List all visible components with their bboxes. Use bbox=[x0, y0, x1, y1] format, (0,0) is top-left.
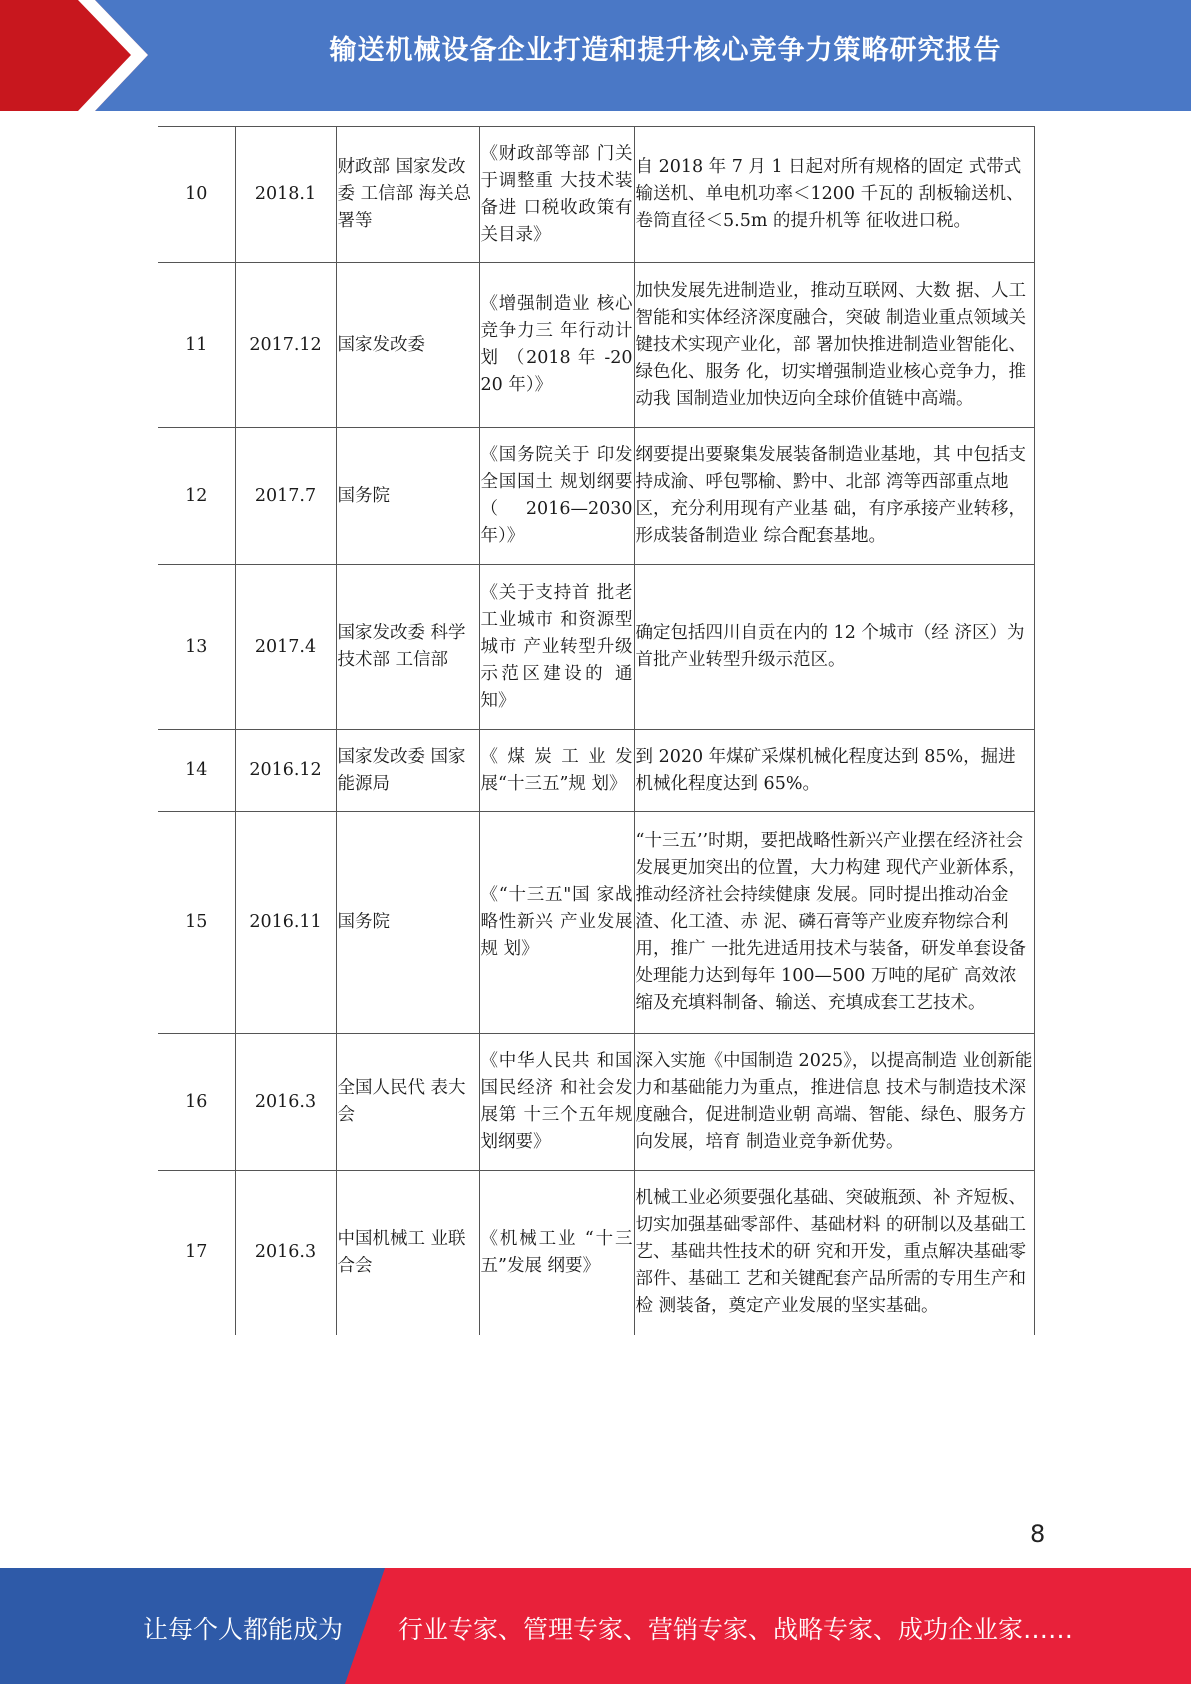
row-number: 14 bbox=[158, 730, 235, 812]
row-issuer: 国务院 bbox=[336, 812, 479, 1034]
row-content: 机械工业必须要强化基础、突破瓶颈、补 齐短板、切实加强基础零部件、基础材料 的研制以及基础工艺、基础共性技术的研 究和开发，重点解决基础零部件、基础工 艺和关键配套产品所需的专用生产和检 测装备，奠定产业发展的坚实基础。 bbox=[634, 1171, 1034, 1335]
table-row bbox=[158, 812, 1034, 1034]
row-issuer: 国家发改委 国家能源局 bbox=[336, 730, 479, 812]
footer-banner bbox=[0, 1568, 1191, 1684]
row-date: 2017.7 bbox=[235, 428, 336, 565]
row-date: 2016.12 bbox=[235, 730, 336, 812]
row-number: 12 bbox=[158, 428, 235, 565]
row-document: 《关于支持首 批老工业城市 和资源型城市 产业转型升级 示范区建设的 通知》 bbox=[479, 565, 634, 730]
row-date: 2018.1 bbox=[235, 127, 336, 263]
page-number: 8 bbox=[1030, 1520, 1046, 1548]
row-document: 《增强制造业 核心竞争力三 年行动计划 （2018 年 -2020 年）》 bbox=[479, 263, 634, 428]
row-date: 2017.12 bbox=[235, 263, 336, 428]
row-document: 《煤炭工业发 展“十三五”规 划》 bbox=[479, 730, 634, 812]
table-row bbox=[158, 730, 1034, 812]
row-document: 《国务院关于 印发全国国土 规划纲要 （ 2016—2030 年）》 bbox=[479, 428, 634, 565]
table-row bbox=[158, 263, 1034, 428]
row-document: 《中华人民共 和国国民经济 和社会发展第 十三个五年规 划纲要》 bbox=[479, 1034, 634, 1171]
footer-slogan-left: 让每个人都能成为 bbox=[143, 1615, 344, 1644]
row-number: 15 bbox=[158, 812, 235, 1034]
row-content: “十三五’’时期，要把战略性新兴产业摆在经济社会发展更加突出的位置，大力构建 现代产业新体系，推动经济社会持续健康 发展。同时提出推动冶金渣、化工渣、赤 泥、磷石膏等产业废弃物综合利用，推广 一批先进适用技术与装备，研发单套设备 处理能力达到每年 100—500 万吨的尾矿 高效浓缩及充填料制备、输送、充填成套工艺技术。 bbox=[634, 812, 1034, 1034]
row-date: 2016.3 bbox=[235, 1171, 336, 1335]
row-document: 《机械工业 “十三五”发展 纲要》 bbox=[479, 1171, 634, 1335]
table-row bbox=[158, 1171, 1034, 1335]
table-row bbox=[158, 1034, 1034, 1171]
row-date: 2016.11 bbox=[235, 812, 336, 1034]
table-row bbox=[158, 428, 1034, 565]
row-date: 2017.4 bbox=[235, 565, 336, 730]
row-number: 10 bbox=[158, 127, 235, 263]
row-issuer: 国务院 bbox=[336, 428, 479, 565]
row-date: 2016.3 bbox=[235, 1034, 336, 1171]
row-issuer: 国家发改委 bbox=[336, 263, 479, 428]
page-title: 输送机械设备企业打造和提升核心竞争力策略研究报告 bbox=[329, 35, 1002, 66]
row-issuer: 全国人民代 表大会 bbox=[336, 1034, 479, 1171]
row-content: 确定包括四川自贡在内的 12 个城市（经 济区）为首批产业转型升级示范区。 bbox=[634, 565, 1034, 730]
policy-table bbox=[158, 126, 1035, 1335]
row-number: 13 bbox=[158, 565, 235, 730]
row-content: 纲要提出要聚集发展装备制造业基地，其 中包括支持成渝、呼包鄂榆、黔中、北部 湾等西部重点地区，充分利用现有产业基 础，有序承接产业转移，形成装备制造业 综合配套基地。 bbox=[634, 428, 1034, 565]
row-issuer: 财政部 国家发改委 工信部 海关总署等 bbox=[336, 127, 479, 263]
row-content: 自 2018 年 7 月 1 日起对所有规格的固定 式带式输送机、单电机功率＜1200 千瓦的 刮板输送机、卷筒直径＜5.5m 的提升机等 征收进口税。 bbox=[634, 127, 1034, 263]
row-document: 《“十三五"国 家战略性新兴 产业发展规 划》 bbox=[479, 812, 634, 1034]
row-content: 加快发展先进制造业，推动互联网、大数 据、人工智能和实体经济深度融合，突破 制造业重点领域关键技术实现产业化，部 署加快推进制造业智能化、绿色化、服务 化，切实增强制造业核心竞争力，推动我 国制造业加快迈向全球价值链中高端。 bbox=[634, 263, 1034, 428]
table-row bbox=[158, 565, 1034, 730]
row-content: 到 2020 年煤矿采煤机械化程度达到 85%，掘进机械化程度达到 65%。 bbox=[634, 730, 1034, 812]
row-document: 《财政部等部 门关于调整重 大技术装备进 口税收政策有 关目录》 bbox=[479, 127, 634, 263]
row-number: 11 bbox=[158, 263, 235, 428]
table-row bbox=[158, 127, 1034, 263]
footer-slogan-right: 行业专家、管理专家、营销专家、战略专家、成功企业家…… bbox=[398, 1615, 1074, 1644]
row-number: 16 bbox=[158, 1034, 235, 1171]
row-content: 深入实施《中国制造 2025》，以提高制造 业创新能力和基础能力为重点，推进信息 技术与制造技术深度融合，促进制造业朝 高端、智能、绿色、服务方向发展，培育 制造业竞争新优势。 bbox=[634, 1034, 1034, 1171]
row-issuer: 国家发改委 科学技术部 工信部 bbox=[336, 565, 479, 730]
header-banner bbox=[0, 0, 1191, 111]
row-number: 17 bbox=[158, 1171, 235, 1335]
row-issuer: 中国机械工 业联合会 bbox=[336, 1171, 479, 1335]
